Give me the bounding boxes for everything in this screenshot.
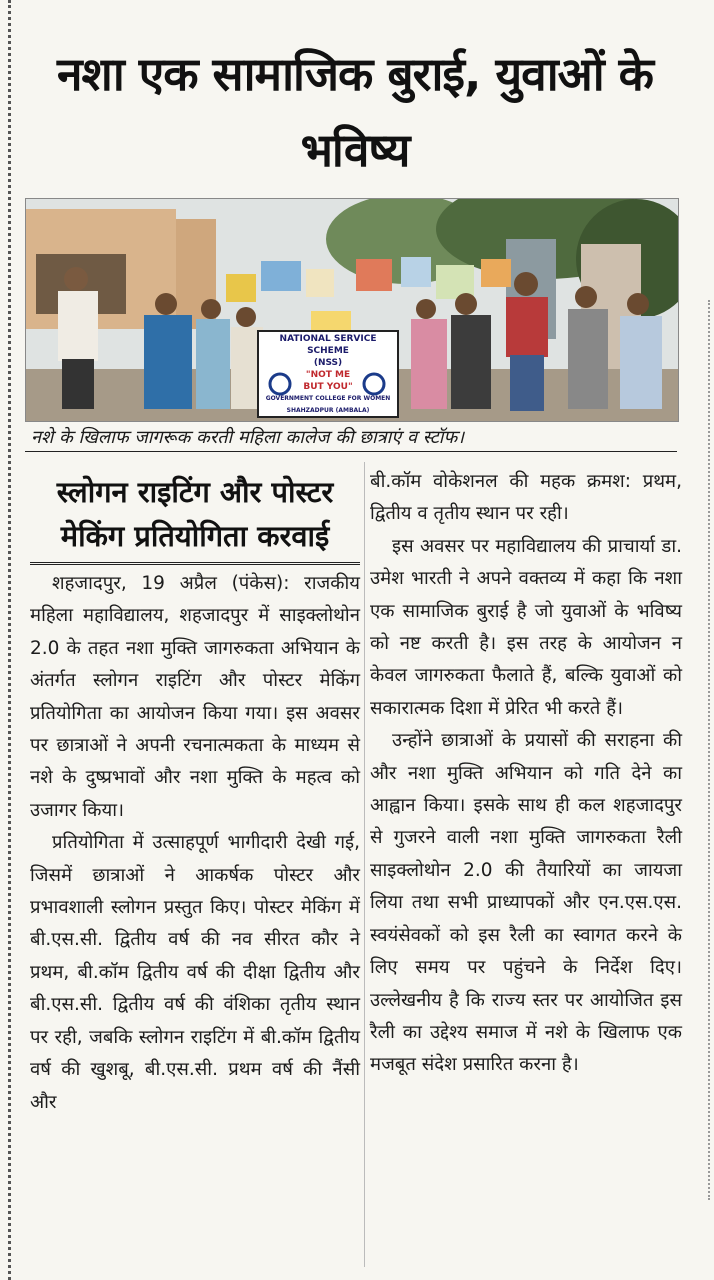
- sub-headline-line-2: मेकिंग प्रतियोगिता करवाई: [60, 519, 330, 553]
- paragraph-4: इस अवसर पर महाविद्यालय की प्राचार्या डा. उमेश भारती ने अपने वक्तव्य में कहा कि नशा एक सामाजिक बुराई है जो युवाओं के भविष्य को नष्ट करती है। इस तरह के आयोजन न केवल जागरुकता फैलाते हैं, बल्कि युवाओं को सकारात्मक दिशा में प्रेरित भी करते हैं।: [370, 535, 682, 719]
- event-photo: [25, 198, 679, 422]
- nss-banner-slogan-1: "NOT ME: [305, 370, 351, 380]
- article-column-right: [370, 466, 682, 1082]
- nss-banner-place: SHAHZADPUR (AMBALA): [286, 407, 370, 414]
- paragraph-2: प्रतियोगिता में उत्साहपूर्ण भागीदारी देखी गई, जिसमें छात्राओं ने आकर्षक पोस्टर और प्रभावशाली स्लोगन प्रस्तुत किए। पोस्टर मेकिंग में बी.एस.सी. द्वितीय वर्ष की नव सीरत कौर ने प्रथम, बी.कॉम द्वितीय वर्ष की दीक्षा द्वितीय और बी.एस.सी. द्वितीय वर्ष की वंशिका तृतीय स्थान पर रही, जबकि स्लोगन राइटिंग में बी.कॉम द्वितीय वर्ष की खुशबू, बी.एस.सी. प्रथम वर्ष की नैंसी और: [30, 832, 360, 1113]
- nss-banner-slogan-2: BUT YOU": [303, 382, 353, 392]
- headline-line-1: नशा एक सामाजिक बुराई, युवाओं के भविष्य: [57, 47, 653, 177]
- nss-banner: [258, 333, 398, 417]
- paragraph-1: शहजादपुर, 19 अप्रैल (पंकेस): राजकीय महिला महाविद्यालय, शहजादपुर में साइक्लोथोन 2.0 के तहत नशा मुक्ति जागरुकता अभियान के अंतर्गत स्लोगन राइटिंग और पोस्टर मेकिंग प्रतियोगिता का आयोजन किया गया। इस अवसर पर छात्राओं ने अपनी रचनात्मकता के माध्यम से नशे के दुष्प्रभावों और नशा मुक्ति के महत्व को उजागर किया।: [30, 573, 360, 821]
- photo-caption: नशे के खिलाफ जागरूक करती महिला कालेज की छात्राएं व स्टॉफ।: [25, 424, 677, 452]
- sub-headline-line-1: स्लोगन राइटिंग और पोस्टर: [56, 475, 334, 509]
- cut-line-left: [8, 0, 11, 1280]
- article-column-left: [30, 568, 360, 1119]
- nss-banner-abbr: (NSS): [313, 358, 343, 368]
- paragraph-5: उन्होंने छात्राओं के प्रयासों की सराहना की और नशा मुक्ति अभियान को गति देने का आह्वान किया। इसके साथ ही कल शहजादपुर से गुजरने वाली नशा मुक्ति जागरुकता रैली साइक्लोथोन 2.0 की तैयारियों का जायजा लिया तथा सभी प्राध्यापकों और एन.एस.एस. स्वयंसेवकों को इस रैली का स्वागत करने के लिए समय पर पहुंचने के निर्देश दिए। उल्लेखनीय है कि राज्य स्तर पर आयोजित इस रैली का उद्देश्य समाज में नशे के खिलाफ एक मजबूत संदेश प्रसारित करना है।: [370, 730, 682, 1076]
- sub-headline: [30, 470, 360, 565]
- nss-banner-title: NATIONAL SERVICE SCHEME: [279, 334, 377, 356]
- paragraph-3: बी.कॉम वोकेशनल की महक क्रमश: प्रथम, द्वितीय व तृतीय स्थान पर रही।: [370, 471, 682, 525]
- column-divider: [364, 462, 365, 1267]
- nss-banner-college: GOVERNMENT COLLEGE FOR WOMEN: [265, 395, 391, 402]
- cut-line-right: [708, 300, 710, 1200]
